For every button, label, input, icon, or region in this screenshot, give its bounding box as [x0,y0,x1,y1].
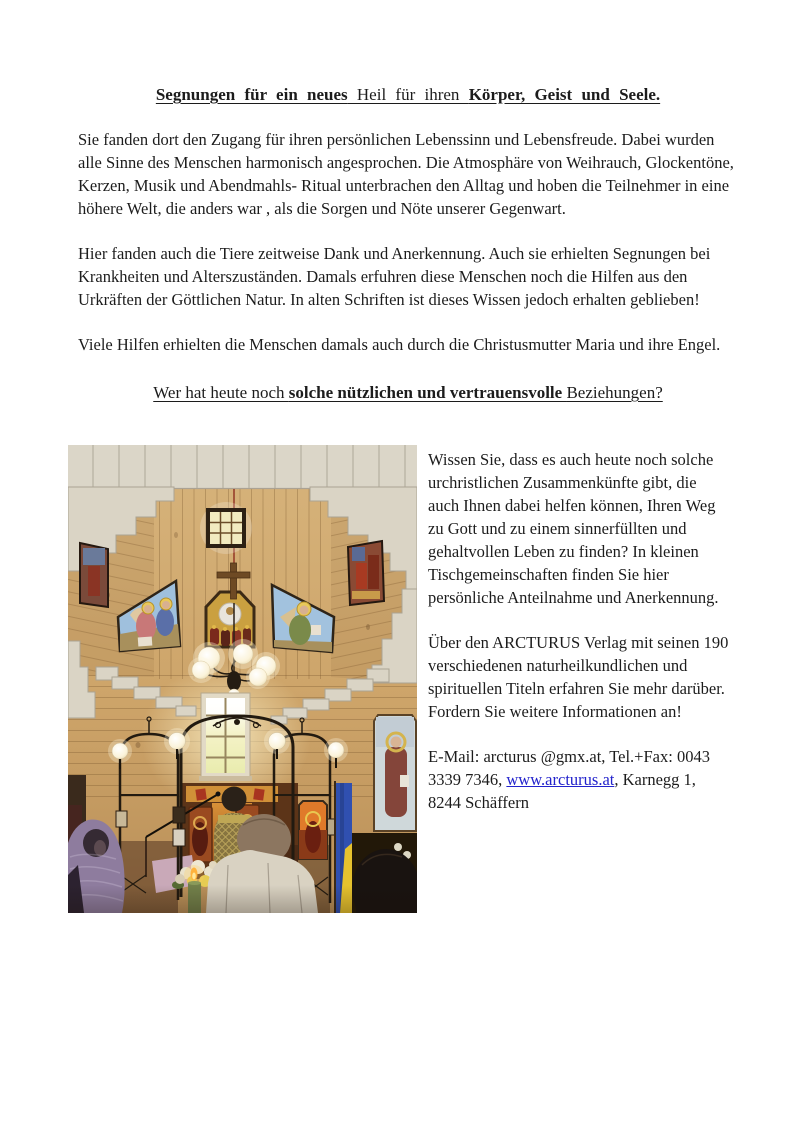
title-bold-start: Segnungen für ein neues [155,85,348,104]
church-interior-photo [68,445,417,913]
heading2-bold-mid: solche nützlichen und vertrauensvolle [288,383,567,402]
paragraph-5: Über den ARCTURUS Verlag mit seinen 190 verschiedenen naturheilkundlichen und spirituellen Titeln erfahren Sie mehr darüber. Fordern Sie weitere Informationen an! [428,633,729,721]
contact-after-link: , Karnegg 1, 8244 Schäffern [428,770,696,812]
website-link[interactable]: www.arcturus.at [506,770,615,789]
photo-caption-column [428,445,730,836]
title-bold-end: Körper, Geist und Seele. [468,85,661,104]
far-right-icon [348,541,384,605]
right-lower-icon [299,801,327,859]
paragraph-4: Wissen Sie, dass es auch heute noch solche urchristlichen Zusammenkünfte gibt, die auch Ihnen dabei helfen können, Ihren Weg zu Gott und zu einem sinnerfüllten und gehaltvollen Leben zu finden? In kleinen Tischgemeinschaften finden Sie hier persönliche Anteilnahme und Anerkennung. [428,450,719,607]
paragraph-1: Sie fanden dort den Zugang für ihren persönlichen Lebenssinn und Lebensfreude. Dabei wurden alle Sinne des Menschen harmonisch angesprochen. Die Atmosphäre von Weihrauch, Glockentöne, Kerzen, Musik und Abendmahls- Ritual unterbrachen den Alltag und hoben die Teilnehmer in eine höhere Welt, die anders war , als die Sorgen und Nöte unserer Gegenwart. [78,130,734,218]
paragraph-2: Hier fanden auch die Tiere zeitweise Dank und Anerkennung. Auch sie erhielten Segnungen bei Krankheiten und Alterszuständen. Damals erfuhren diese Menschen noch die Hilfen aus den Urkräften der Göttlichen Natur. In alten Schriften ist dieses Wissen jedoch erhalten geblieben! [78,244,711,309]
photo-and-caption-section [78,445,738,913]
document-title [78,84,738,106]
right-wall-icon [374,715,416,831]
heading2-regular-end: Beziehungen? [566,383,663,402]
altar-icon-left [189,807,212,862]
upper-window [200,502,252,554]
title-regular-mid: Heil für ihren [347,85,469,104]
far-left-icon [80,543,108,607]
center-altar-icon [206,592,254,647]
sanctuary-window [199,693,252,781]
ceiling-planks [68,445,417,489]
section-heading [78,381,738,404]
contact-info [428,745,730,814]
floor-shadow [68,885,417,913]
paragraph-3: Viele Hilfen erhielten die Menschen damals auch durch die Christusmutter Maria und ihre Engel. [78,335,721,354]
contact-before-link: E-Mail: arcturus @gmx.at, Tel.+Fax: 0043 3339 7346, [428,747,710,789]
heading2-regular-start: Wer hat heute noch [153,383,289,402]
